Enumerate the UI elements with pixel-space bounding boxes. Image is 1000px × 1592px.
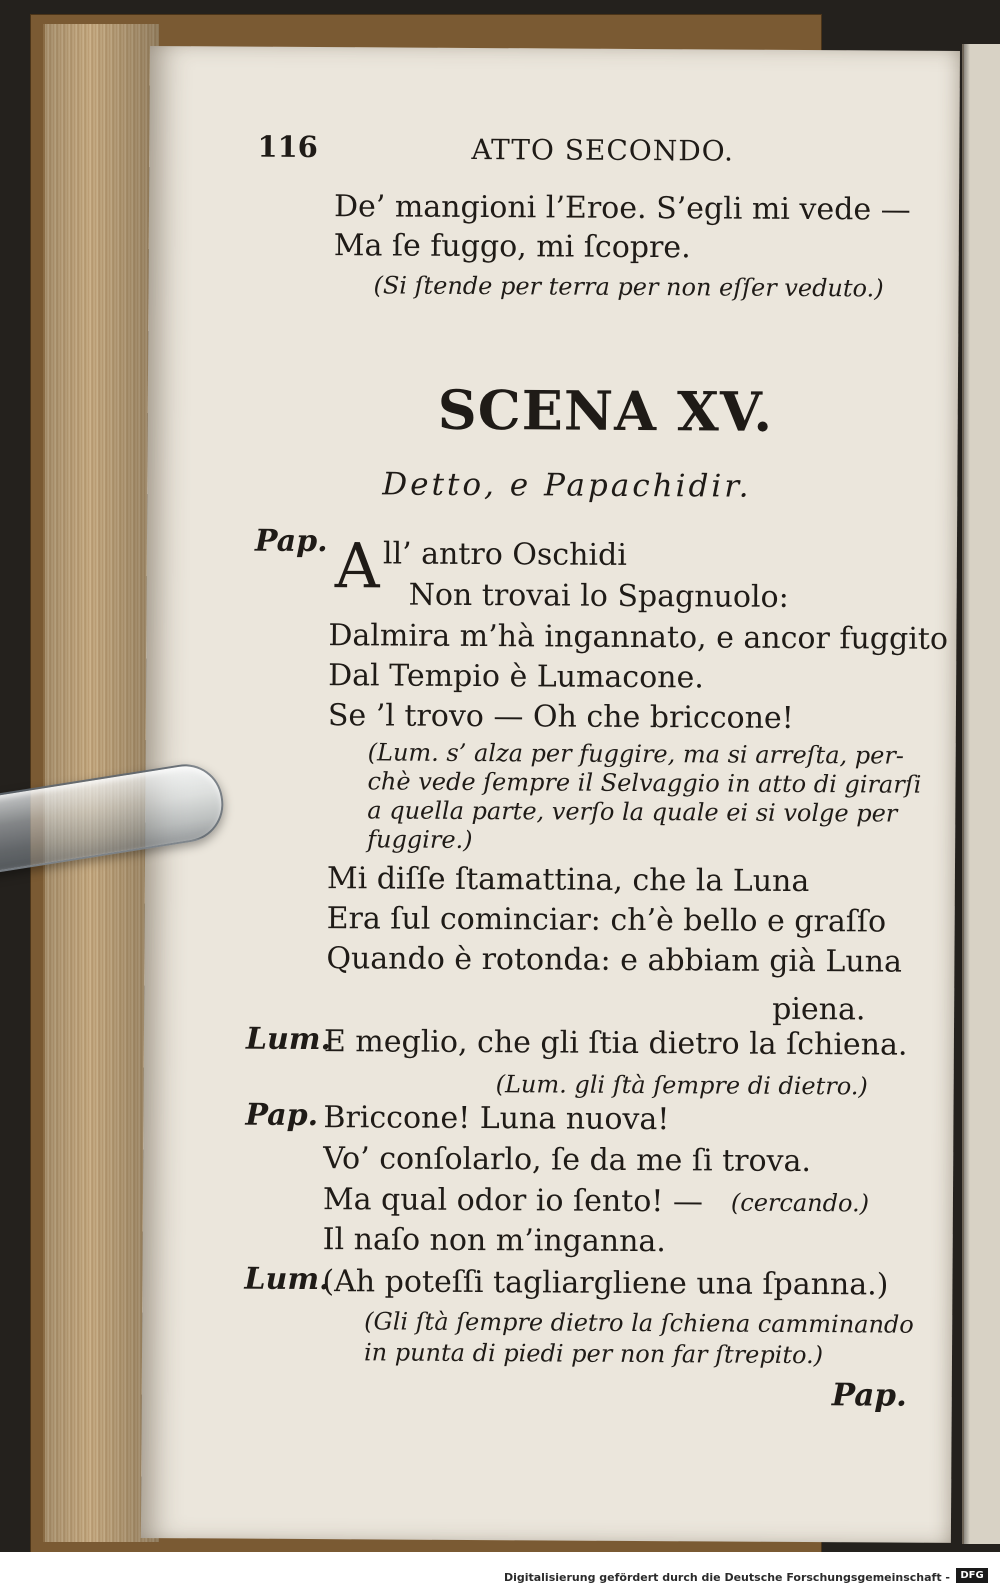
facing-page-edge: [962, 44, 1000, 1544]
stage-direction: chè vede ſempre il Selvaggio in atto di girarſi: [367, 767, 922, 799]
drop-cap: A: [334, 529, 380, 603]
verse-line: Il naſo non m’inganna.: [322, 1222, 667, 1260]
book-page: [141, 46, 960, 1543]
verse-line: piena.: [772, 991, 866, 1028]
stage-direction: (Gli ſtà ſempre dietro la ſchiena camminando: [364, 1307, 914, 1339]
running-head: ATTO SECONDO.: [471, 132, 735, 168]
verse-line: Se ’l trovo — Oh che briccone!: [327, 698, 794, 736]
speaker-label: Pap.: [245, 1097, 319, 1134]
stage-direction: a quella parte, verſo la quale ei si volge per: [367, 796, 898, 828]
verse-line: Mi diſſe ſtamattina, che la Luna: [326, 861, 810, 900]
verse-line: Quando è rotonda: e abbiam già Luna: [326, 941, 903, 980]
verse-line: ll’ antro Oschidi: [382, 536, 627, 573]
stage-direction: fuggire.): [367, 825, 473, 854]
stage-direction: (Lum. gli ſtà ſempre di dietro.): [495, 1070, 868, 1101]
verse-line: Briccone! Luna nuova!: [323, 1100, 670, 1138]
verse-line: Ma qual odor io ſento! —: [322, 1182, 704, 1220]
verse-line: Era ſul cominciar: ch’è bello e graſſo: [326, 901, 887, 940]
dfg-logo: DFG: [956, 1568, 988, 1583]
stage-direction: (Si ſtende per terra per non eſſer veduto.): [373, 271, 884, 303]
stage-direction: in punta di piedi per non far ſtrepito.): [363, 1338, 824, 1370]
verse-line: De’ mangioni l’Eroe. S’egli mi vede —: [333, 189, 911, 228]
page-number: 116: [257, 129, 319, 165]
scene-characters: Detto, e Papachidir.: [382, 466, 752, 505]
verse-line: Vo’ conſolarlo, ſe da me ſi trova.: [323, 1141, 812, 1180]
verse-line: Dalmira m’hà ingannato, e ancor fuggito: [328, 618, 949, 657]
digitization-credit: Digitalisierung gefördert durch die Deutsche Forschungsgemeinschaft -: [503, 1571, 950, 1584]
stage-direction: (Lum. s’ alza per fuggire, ma si arreſta, per-: [367, 738, 905, 770]
stage-direction: (cercando.): [730, 1188, 870, 1218]
verse-line: Ma ſe fuggo, mi ſcopre.: [333, 228, 691, 266]
page-text: [141, 46, 960, 1543]
verse-line: E meglio, che gli ſtia dietro la ſchiena.: [323, 1024, 908, 1063]
scene-title: SCENA XV.: [437, 377, 774, 444]
verse-line: Non trovai lo Spagnuolo:: [408, 577, 789, 615]
speaker-label: Lum.: [244, 1261, 330, 1298]
catchword: Pap.: [831, 1377, 907, 1414]
verse-line: Dal Tempio è Lumacone.: [328, 658, 704, 696]
speaker-label: Pap.: [254, 523, 328, 560]
speaker-label: Lum.: [245, 1021, 332, 1058]
verse-line: (Ah poteſſi tagliargliene una ſpanna.): [322, 1264, 889, 1303]
